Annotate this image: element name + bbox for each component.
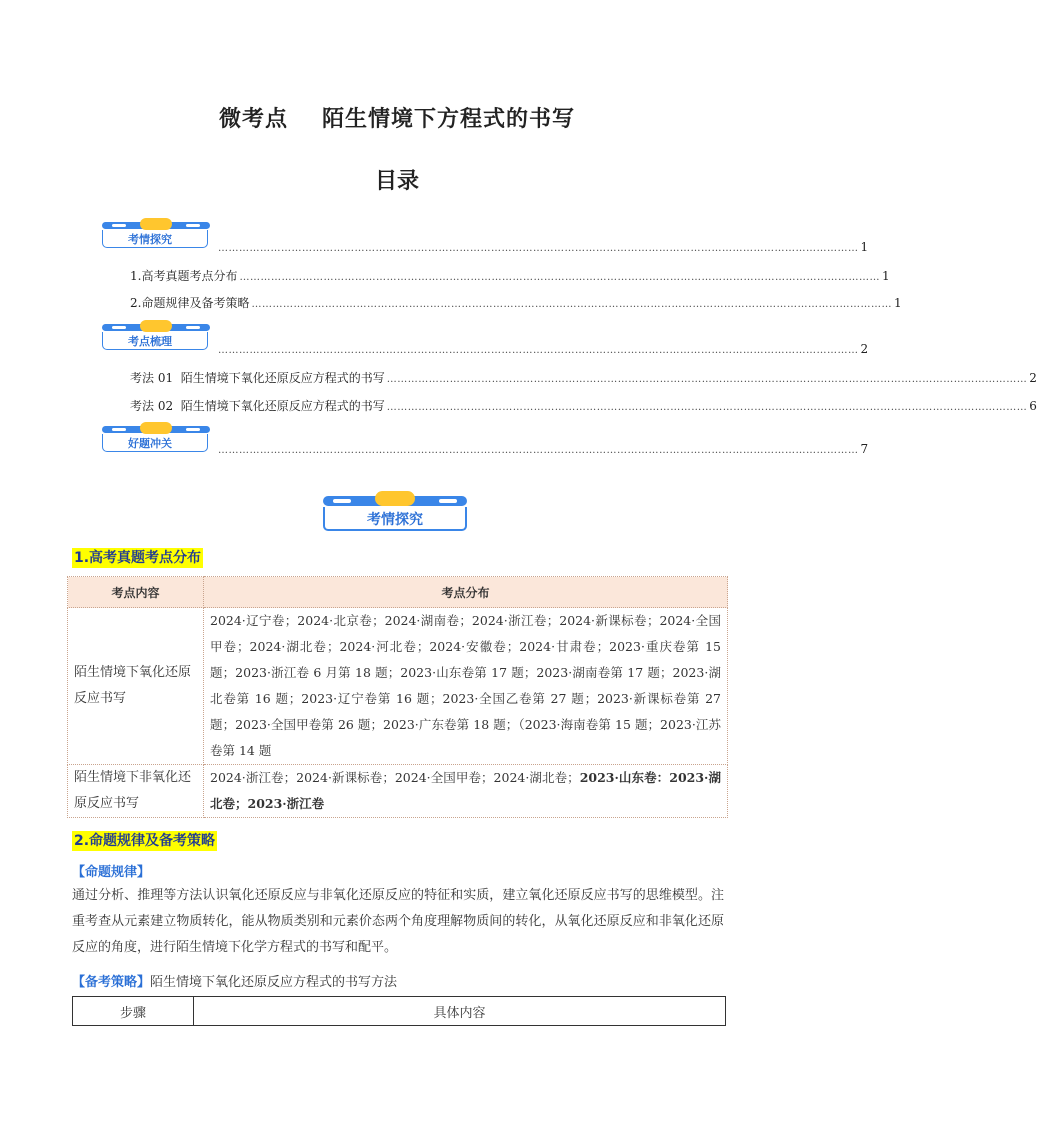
badge-label: 好题冲关 [128,437,172,450]
table-row [68,765,728,818]
toc-heading: 目录 [374,169,419,194]
toc-entry-distribution[interactable]: 1.高考真题考点分布 ………………………………………………………………………………………………………………………………………………………………… 1 [130,269,890,283]
section-heading-rules: 2.命题规律及备考策略 [74,833,216,849]
toc-entry-key-points[interactable]: ………………………………………………………………………………………………………………………………………………………………… 2 [218,342,869,356]
toc-page-number: 2 [1029,371,1037,385]
toc-entry-exam-analysis[interactable]: ………………………………………………………………………………………………………………………………………………………………… 1 [218,240,869,254]
section-heading-distribution: 1.高考真题考点分布 [74,550,202,566]
toc-page-number: 2 [860,342,869,356]
toc-badge-practice[interactable] [102,426,210,454]
table-cell-detail: 2024·浙江卷；2024·新课标卷；2024·全国甲卷；2024·湖北卷；2023·山东卷：2023·湖北卷；2023·浙江卷 [204,765,728,818]
section-badge-label: 考情探究 [367,512,423,528]
toc-badge-key-points[interactable] [102,324,210,352]
title-part-1: 微考点 [218,107,288,132]
toc-page-number: 6 [1029,399,1037,413]
table-header-cell: 步骤 [73,997,194,1026]
toc-entry-method-01[interactable]: 考法 01 陌生情境下氧化还原反应方程式的书写 ………………………………………………………………………………………………………………………………………………………………… 2 [130,371,1037,385]
table-header-cell: 考点分布 [204,577,728,608]
table-header-row [73,997,726,1026]
strategy-text: 陌生情境下氧化还原反应方程式的书写方法 [150,975,398,990]
table-cell-detail: 2024·辽宁卷；2024·北京卷；2024·湖南卷；2024·浙江卷；2024·新课标卷；2024·全国甲卷；2024·湖北卷；2024·河北卷；2024·安徽卷；2024·甘肃卷；2023·重庆卷第 15 题；2023·浙江卷 6 月第 18 题；2023·山东卷第 17 题；2023·湖南卷第 17 题；2023·湖北卷第 16 题；2023·辽宁卷第 16 题；2023·全国乙卷第 27 题；2023·新课标卷第 27 题；2023·全国甲卷第 26 题；2023·广东卷第 18 题；（2023·海南卷第 15 题；2023·江苏卷第 14 题 [204,608,728,765]
toc-entry-rules[interactable]: 2.命题规律及备考策略 ………………………………………………………………………………………………………………………………………………………………… 1 [130,296,902,310]
badge-label: 考情探究 [128,233,172,246]
steps-table [72,996,726,1026]
table-header-row [68,577,728,608]
toc-page-number: 1 [893,296,902,310]
exam-distribution-table [67,576,728,818]
toc-entry-practice[interactable]: ………………………………………………………………………………………………………………………………………………………………… 7 [218,442,869,456]
table-header-cell: 考点内容 [68,577,204,608]
title-part-2: 陌生情境下方程式的书写 [322,107,576,132]
toc-page-number: 1 [881,269,890,283]
toc-page-number: 7 [860,442,869,456]
toc-badge-exam-analysis[interactable] [102,222,210,250]
table-header-cell: 具体内容 [194,997,726,1026]
section-badge-exam-analysis [323,496,467,534]
toc-page-number: 1 [860,240,869,254]
table-cell-topic: 陌生情境下氧化还原反应书写 [68,608,204,765]
rule-label: 【命题规律】 [72,865,151,880]
page-title [0,102,794,133]
toc-entry-method-02[interactable]: 考法 02 陌生情境下氧化还原反应方程式的书写 ………………………………………………………………………………………………………………………………………………………………… 6 [130,399,1037,413]
table-row [68,608,728,765]
badge-label: 考点梳理 [128,335,172,348]
strategy-label: 【备考策略】 [72,975,151,990]
table-cell-topic: 陌生情境下非氧化还原反应书写 [68,765,204,818]
strategy-line [72,971,397,990]
rule-paragraph: 通过分析、推理等方法认识氧化还原反应与非氧化还原反应的特征和实质，建立氧化还原反应书写的思维模型。注重考查从元素建立物质转化，能从物质类别和元素价态两个角度理解物质间的转化，从氧化还原反应和非氧化还原反应的角度，进行陌生情境下化学方程式的书写和配平。 [72,888,724,955]
